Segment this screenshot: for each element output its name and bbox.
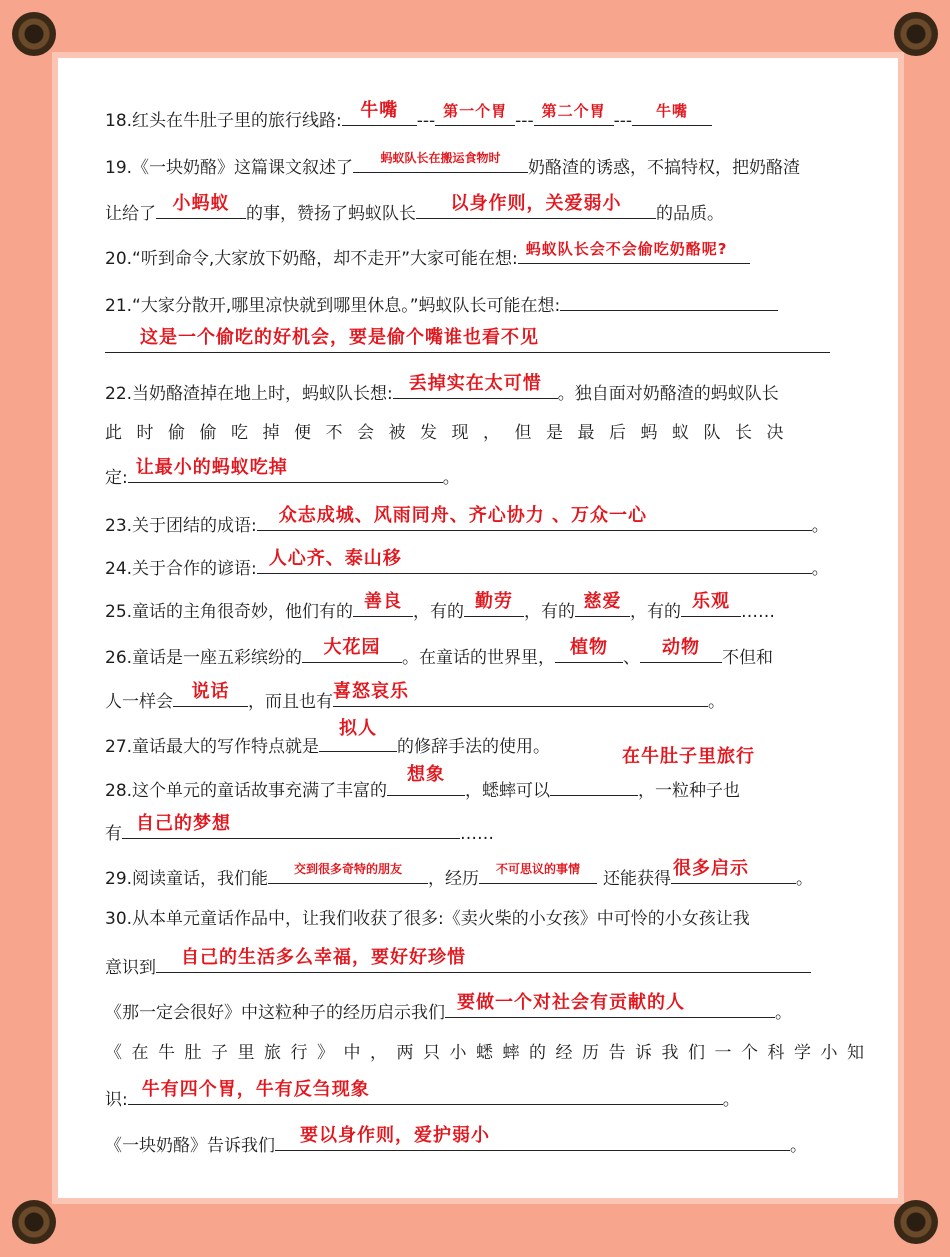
q28-answer-2: 在牛肚子里旅行 xyxy=(622,746,755,767)
q30-answer-3: 牛有四个胃，牛有反刍现象 xyxy=(141,1079,370,1100)
q25-text-3: ，有的 xyxy=(524,602,576,622)
question-30-line-4 xyxy=(105,1041,874,1065)
q18-sep-1: --- xyxy=(416,111,436,131)
q23-text: 23.关于团结的成语: xyxy=(105,516,257,536)
q29-text-1: 29.阅读童话，我们能 xyxy=(105,869,269,889)
q19-text-3: 让给了 xyxy=(105,204,156,224)
question-26-line-2 xyxy=(105,681,725,714)
q25-answer-2: 勤劳 xyxy=(475,591,514,612)
q22-text-3: 此时偷偷吃掉便不会被发现，但是最后蚂蚁队长决 xyxy=(105,423,798,443)
q18-answer-4: 牛嘴 xyxy=(655,102,688,120)
q18-text: 18.红头在牛肚子里的旅行线路: xyxy=(105,111,342,131)
q22-text-2: 。独自面对奶酪渣的蚂蚁队长 xyxy=(557,384,779,404)
question-28-line-2 xyxy=(105,813,494,846)
q25-answer-4: 乐观 xyxy=(692,591,731,612)
q26-answer-1: 大花园 xyxy=(323,637,381,658)
q24-answer: 人心齐、泰山移 xyxy=(268,548,402,569)
question-29 xyxy=(105,858,814,891)
q28-text-2: ，蟋蟀可以 xyxy=(465,781,551,801)
q18-answer-1: 牛嘴 xyxy=(360,100,399,121)
q22-text-1: 22.当奶酪渣掉在地上时，蚂蚁队长想: xyxy=(105,384,393,404)
question-30-line-2 xyxy=(105,947,811,980)
q30-end-3: 。 xyxy=(790,1136,807,1156)
q24-text: 24.关于合作的谚语: xyxy=(105,559,257,579)
q19-answer-3: 以身作则，关爱弱小 xyxy=(450,193,622,214)
q20-answer: 蚂蚁队长会不会偷吃奶酪呢? xyxy=(525,240,728,258)
q29-text-3: 还能获得 xyxy=(603,869,672,889)
q30-text-3: 《那一定会很好》中这粒种子的经历启示我们 xyxy=(105,1003,445,1023)
q20-text: 20.“听到命令,大家放下奶酪，却不走开”大家可能在想: xyxy=(105,249,518,269)
q22-text-5: 。 xyxy=(442,468,460,488)
question-30-line-1 xyxy=(105,907,750,931)
q26-sep: 、 xyxy=(623,648,641,668)
question-18 xyxy=(105,100,712,133)
q26-answer-4: 说话 xyxy=(191,681,230,702)
q21-answer: 这是一个偷吃的好机会，要是偷个嘴谁也看不见 xyxy=(140,327,539,348)
q30-end-2: 。 xyxy=(722,1090,740,1110)
q30-answer-4: 要以身作则，爱护弱小 xyxy=(300,1125,490,1146)
question-21-line-2 xyxy=(105,327,830,360)
q26-answer-2: 植物 xyxy=(570,637,609,658)
q23-end: 。 xyxy=(811,516,829,536)
question-24 xyxy=(105,548,829,581)
q19-text-1: 19.《一块奶酪》这篇课文叙述了 xyxy=(105,158,354,178)
bottom-right-pin xyxy=(894,1200,938,1244)
q28-text-4: 有 xyxy=(105,824,122,844)
q29-answer-1: 交到很多奇特的朋友 xyxy=(294,862,403,876)
q21-text: 21.“大家分散开,哪里凉快就到哪里休息。”蚂蚁队长可能在想: xyxy=(105,296,561,316)
q19-text-5: 的品质。 xyxy=(656,204,724,224)
q28-answer-1: 想象 xyxy=(407,764,446,785)
q30-answer-1: 自己的生活多么幸福，要好好珍惜 xyxy=(181,947,466,968)
q26-text-1: 26.童话是一座五彩缤纷的 xyxy=(105,648,303,668)
q29-end: 。 xyxy=(796,869,814,889)
question-23 xyxy=(105,505,829,538)
q25-text-4: ，有的 xyxy=(630,602,682,622)
q28-end: …… xyxy=(460,824,494,844)
top-right-pin xyxy=(894,12,938,56)
q26-end: 。 xyxy=(708,692,725,712)
question-22-line-2 xyxy=(105,421,798,445)
q28-answer-3: 自己的梦想 xyxy=(136,813,231,834)
question-27 xyxy=(105,718,551,759)
q22-answer-2: 让最小的蚂蚁吃掉 xyxy=(135,457,288,478)
q23-answer: 众志成城、风雨同舟、齐心协力 、万众一心 xyxy=(278,505,648,526)
q18-sep-2: --- xyxy=(515,111,534,131)
question-30-line-3 xyxy=(105,992,792,1025)
q27-text-2: 的修辞手法的使用。 xyxy=(397,737,551,757)
q29-answer-3: 很多启示 xyxy=(673,858,750,879)
q18-answer-3: 第二个胃 xyxy=(541,102,606,120)
question-21 xyxy=(105,290,778,318)
q30-answer-2: 要做一个对社会有贡献的人 xyxy=(457,992,685,1013)
q26-text-5: ，而且也有 xyxy=(248,692,333,712)
q19-text-4: 的事，赞扬了蚂蚁队长 xyxy=(246,204,416,224)
q28-text-1: 28.这个单元的童话故事充满了丰富的 xyxy=(105,781,388,801)
q30-end-1: 。 xyxy=(775,1003,792,1023)
q27-answer: 拟人 xyxy=(339,718,378,739)
q25-answer-1: 善良 xyxy=(364,591,403,612)
q24-end: 。 xyxy=(811,559,829,579)
q30-text-5: 识: xyxy=(105,1090,128,1110)
q27-text-1: 27.童话最大的写作特点就是 xyxy=(105,737,320,757)
question-30-line-6 xyxy=(105,1125,807,1158)
q29-answer-2: 不可思议的事情 xyxy=(496,862,581,876)
question-19-line-1 xyxy=(105,152,800,180)
question-30-line-5 xyxy=(105,1079,740,1112)
worksheet-paper xyxy=(58,58,898,1198)
q22-answer-1: 丢掉实在太可惜 xyxy=(408,373,542,394)
question-20 xyxy=(105,240,750,271)
q30-text-1: 30.从本单元童话作品中，让我们收获了很多:《卖火柴的小女孩》中可怜的小女孩让我 xyxy=(105,909,750,929)
q18-answer-2: 第一个胃 xyxy=(443,102,508,120)
question-22-line-1 xyxy=(105,373,779,406)
question-25 xyxy=(105,591,776,624)
q25-text-2: ，有的 xyxy=(413,602,465,622)
q30-text-6: 《一块奶酪》告诉我们 xyxy=(105,1136,275,1156)
q26-text-4: 人一样会 xyxy=(105,692,173,712)
q30-text-2: 意识到 xyxy=(105,958,156,978)
q26-text-2: 。在童话的世界里， xyxy=(402,648,556,668)
question-28-line-1 xyxy=(105,764,741,803)
q28-text-3: ，一粒种子也 xyxy=(638,781,741,801)
q19-text-2: 奶酪渣的诱惑，不搞特权，把奶酪渣 xyxy=(528,158,801,178)
q26-text-3: 不但和 xyxy=(722,648,774,668)
question-19-line-2 xyxy=(105,193,724,226)
top-left-pin xyxy=(12,12,56,56)
q18-sep-3: --- xyxy=(613,111,632,131)
q19-answer-1: 蚂蚁队长在搬运食物时 xyxy=(380,151,501,165)
q29-text-2: ，经历 xyxy=(428,869,480,889)
q22-text-4: 定: xyxy=(105,468,128,488)
question-26-line-1 xyxy=(105,637,774,670)
question-22-line-3 xyxy=(105,457,460,490)
q26-answer-5: 喜怒哀乐 xyxy=(333,681,409,702)
q30-text-4: 《在牛肚子里旅行》中，两只小蟋蟀的经历告诉我们一个科学小知 xyxy=(105,1043,874,1063)
q25-answer-3: 慈爱 xyxy=(583,591,622,612)
q26-answer-3: 动物 xyxy=(662,637,701,658)
bottom-left-pin xyxy=(12,1200,56,1244)
q25-text-1: 25.童话的主角很奇妙，他们有的 xyxy=(105,602,354,622)
q19-answer-2: 小蚂蚁 xyxy=(172,193,230,214)
q25-end: …… xyxy=(741,602,776,622)
